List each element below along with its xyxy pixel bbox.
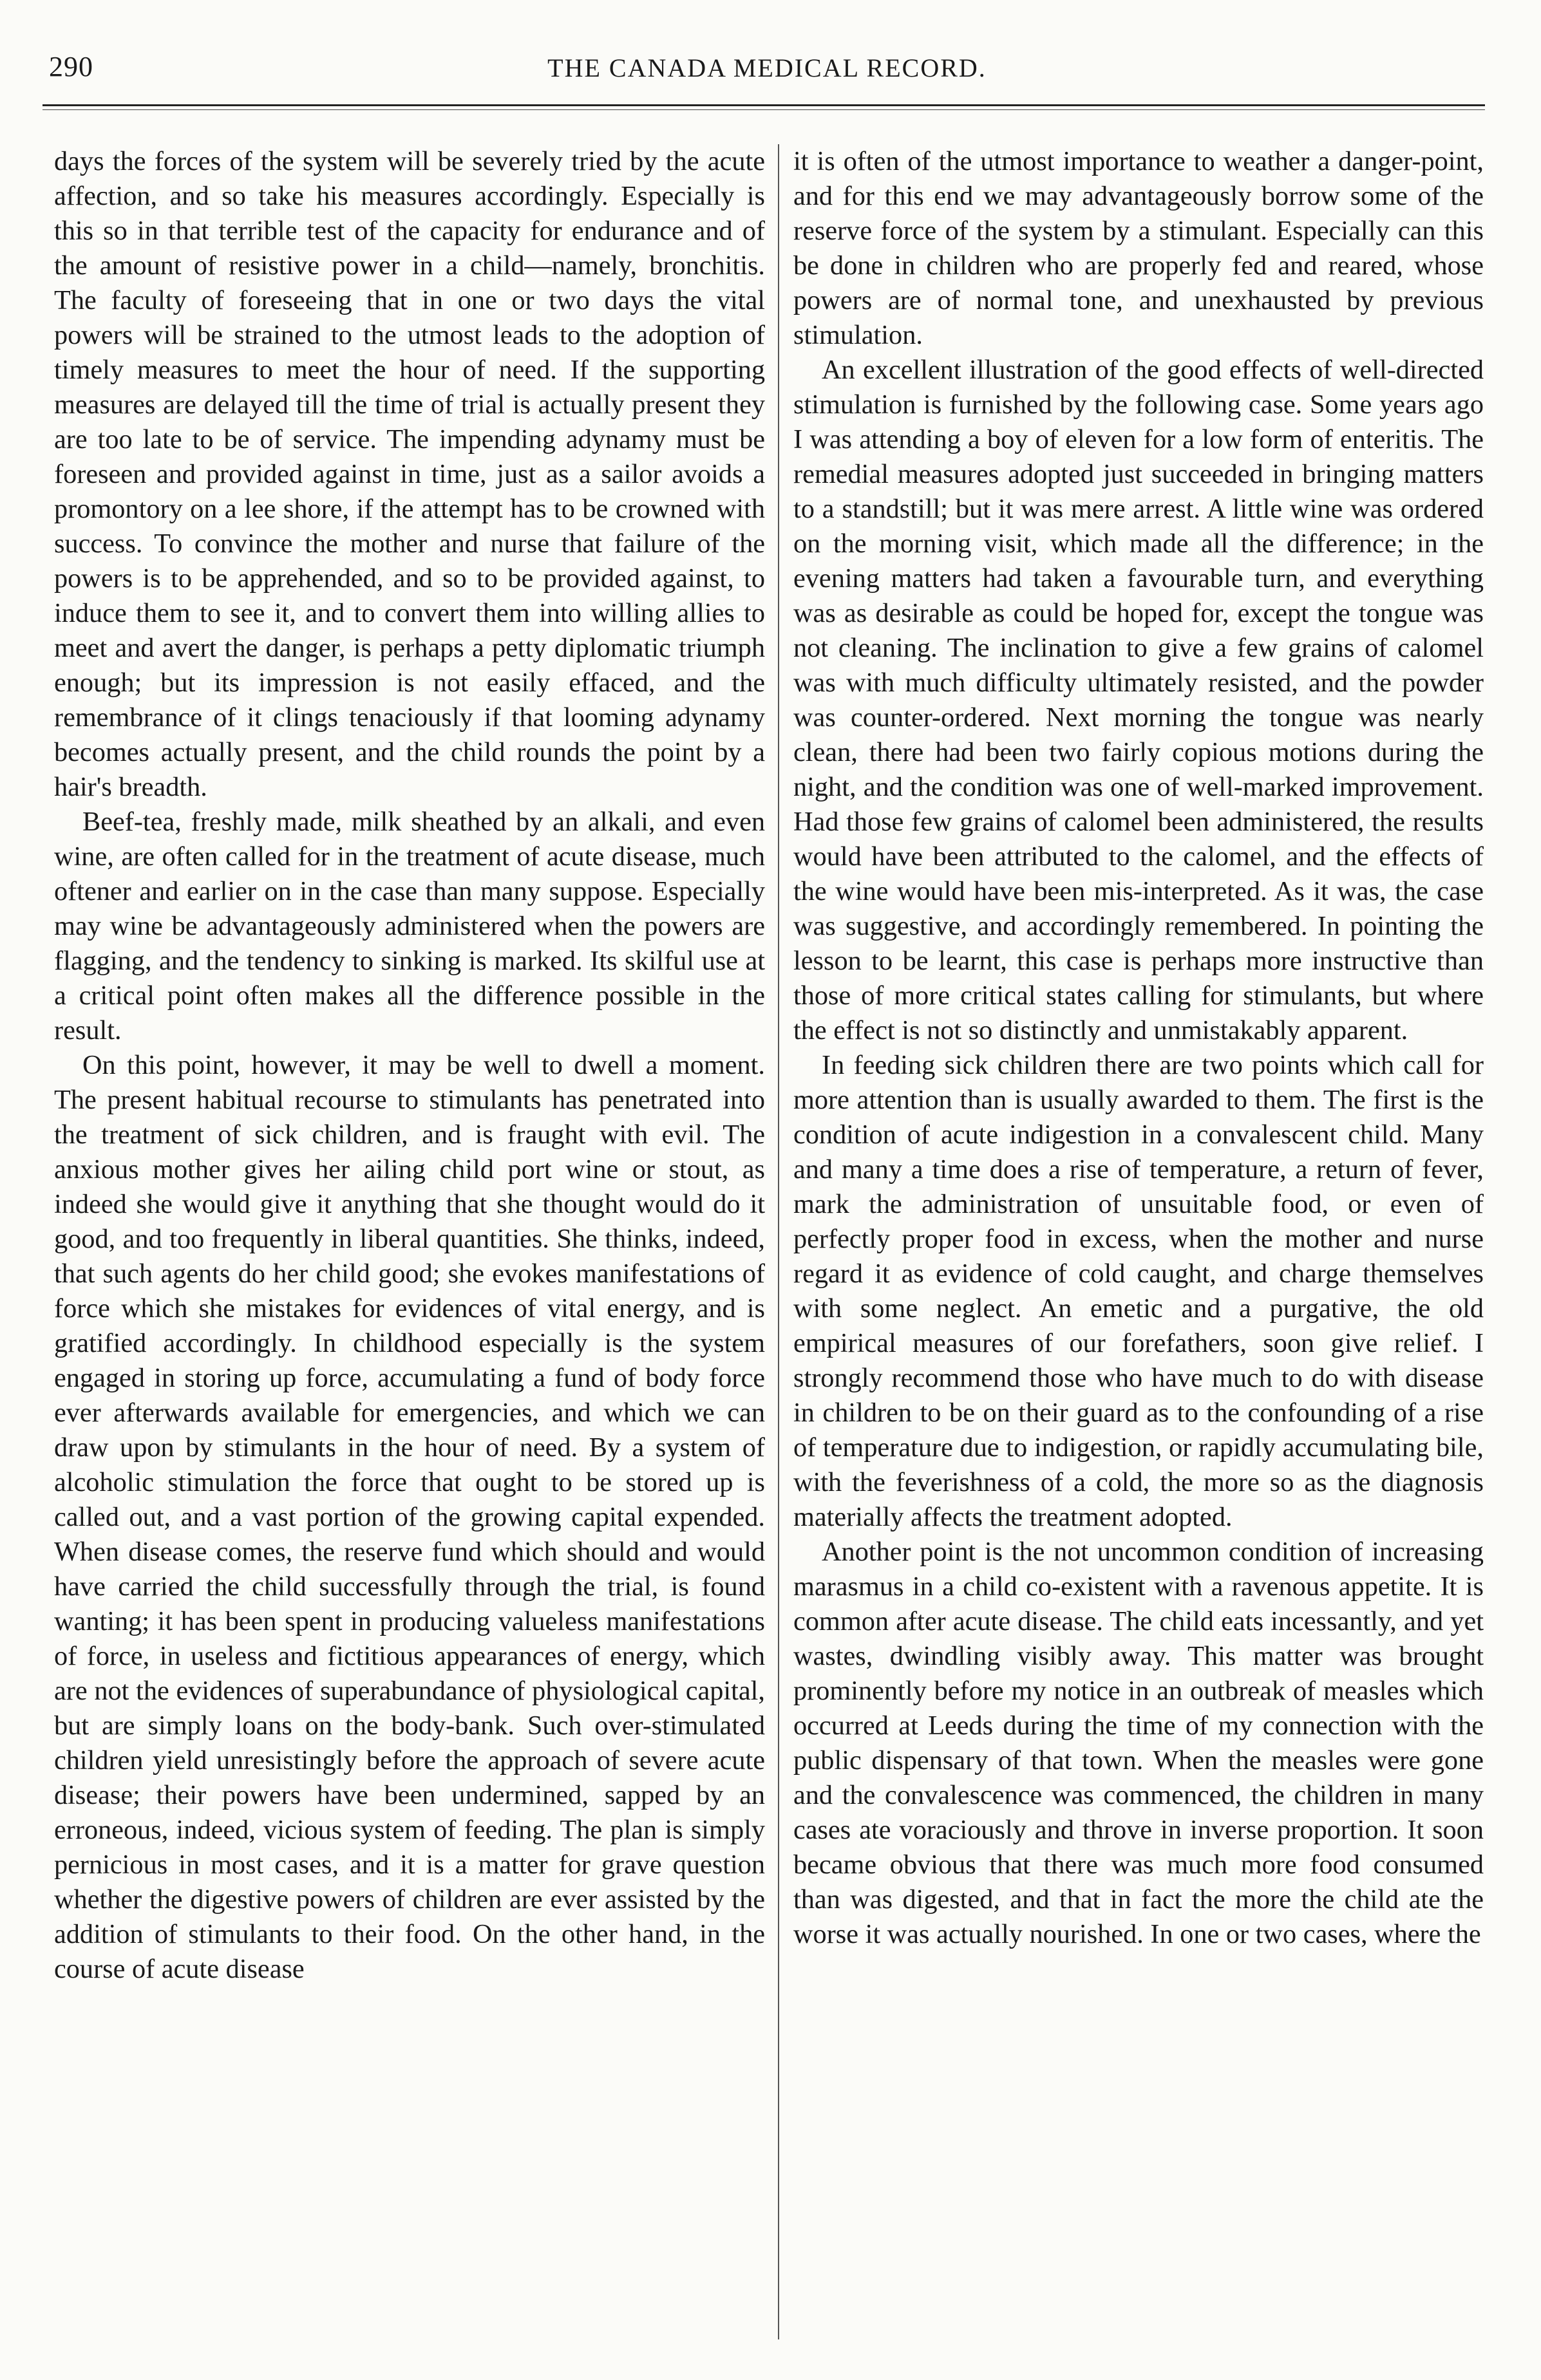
page-header: [49, 50, 1485, 95]
page-number: 290: [49, 51, 93, 82]
left-paragraph-1: days the forces of the system will be severely tried by the acute affection, and so take his measures accordingly. Especially is this so in that terrible test of the capacity for endurance and of the amount of resistive power in a child—namely, bronchitis. The faculty of foreseeing that in one or two days the vital powers will be strained to the utmost leads to the adoption of timely measures to meet the hour of need. If the supporting measures are delayed till the time of trial is actually present they are too late to be of service. The impending adynamy must be foreseen and provided against in time, just as a sailor avoids a promontory on a lee shore, if the attempt has to be crowned with success. To convince the mother and nurse that failure of the powers is to be apprehended, and so to be provided against, to induce them to see it, and to convert them into willing allies to meet and avert the danger, is perhaps a petty diplomatic triumph enough; but its impression is not easily effaced, and the remembrance of it clings tenaciously if that looming adynamy becomes actually present, and the child rounds the point by a hair's breadth.: [54, 146, 765, 802]
header-rule: [43, 104, 1485, 106]
running-title: THE CANADA MEDICAL RECORD.: [547, 53, 987, 82]
right-paragraph-1: it is often of the utmost importance to weather a danger-point, and for this end we may advantageously borrow some of the reserve force of the system by a stimulant. Especially can this be done in children who are properly fed and reared, whose powers are of normal tone, and unexhausted by previous stimulation.: [793, 146, 1484, 350]
column-divider: [778, 144, 779, 2339]
right-column: [793, 144, 1484, 2346]
left-paragraph-3: On this point, however, it may be well to dwell a moment. The present habitual recourse to stimulants has penetrated into the treatment of sick children, and is fraught with evil. The anxious mother gives her ailing child port wine or stout, as indeed she would give it anything that she thought would do it good, and too frequently in liberal quantities. She thinks, indeed, that such agents do her child good; she evokes manifestations of force which she mistakes for evidences of vital energy, and is gratified accordingly. In childhood especially is the system engaged in storing up force, accumulating a fund of body force ever afterwards available for emergencies, and which we can draw upon by stimulants in the hour of need. By a system of alcoholic stimulation the force that ought to be stored up is called out, and a vast portion of the growing capital expended. When disease comes, the reserve fund which should and would have carried the child successfully through the trial, is found wanting; it has been spent in producing valueless manifestations of force, in useless and fictitious appearances of energy, which are not the evidences of superabundance of physiological capital, but are simply loans on the body-bank. Such over-stimulated children yield unresistingly before the approach of severe acute disease; their powers have been undermined, sapped by an erroneous, indeed, vicious system of feeding. The plan is simply pernicious in most cases, and it is a matter for grave question whether the digestive powers of children are ever assisted by the addition of stimulants to their food. On the other hand, in the course of acute disease: [54, 1050, 765, 1984]
header-rule-thin: [43, 109, 1485, 110]
right-paragraph-2: An excellent illustration of the good effects of well-directed stimulation is furnished by the following case. Some years ago I was attending a boy of eleven for a low form of enteritis. The remedial measures adopted just succeeded in bringing matters to a standstill; but it was mere arrest. A little wine was ordered on the morning visit, which made all the difference; in the evening matters had taken a favourable turn, and everything was as desirable as could be hoped for, except the tongue was not cleaning. The inclination to give a few grains of calomel was with much difficulty ultimately resisted, and the powder was counter-ordered. Next morning the tongue was nearly clean, there had been two fairly copious motions during the night, and the condition was one of well-marked improvement. Had those few grains of calomel been administered, the results would have been attributed to the calomel, and the effects of the wine would have been mis-interpreted. As it was, the case was suggestive, and accordingly remembered. In pointing the lesson to be learnt, this case is perhaps more instructive than those of more critical states calling for stimulants, but where the effect is not so distinctly and unmistakably apparent.: [793, 355, 1484, 1045]
left-column: [54, 144, 765, 2346]
right-paragraph-4: Another point is the not uncommon condition of increasing marasmus in a child co-existent with a ravenous appetite. It is common after acute disease. The child eats incessantly, and yet wastes, dwindling visibly away. This matter was brought prominently before my notice in an outbreak of measles which occurred at Leeds during the time of my connection with the public dispensary of that town. When the measles were gone and the convalescence was commenced, the children in many cases ate voraciously and throve in inverse proportion. It soon became obvious that there was much more food consumed than was digested, and that in fact the more the child ate the worse it was actually nourished. In one or two cases, where the: [793, 1537, 1484, 1949]
left-paragraph-2: Beef-tea, freshly made, milk sheathed by an alkali, and even wine, are often called for in the treatment of acute disease, much oftener and earlier on in the case than many suppose. Especially may wine be advantageously administered when the powers are flagging, and the tendency to sinking is marked. Its skilful use at a critical point often makes all the difference possible in the result.: [54, 807, 765, 1045]
right-paragraph-3: In feeding sick children there are two points which call for more attention than is usually awarded to them. The first is the condition of acute indigestion in a convalescent child. Many and many a time does a rise of temperature, a return of fever, mark the administration of unsuitable food, or even of perfectly proper food in excess, when the mother and nurse regard it as evidence of cold caught, and charge themselves with some neglect. An emetic and a purgative, the old empirical measures of our forefathers, soon give relief. I strongly recommend those who have much to do with disease in children to be on their guard as to the confounding of a rise of temperature due to indigestion, or rapidly accumulating bile, with the feverishness of a cold, the more so as the diagnosis materially affects the treatment adopted.: [793, 1050, 1484, 1532]
